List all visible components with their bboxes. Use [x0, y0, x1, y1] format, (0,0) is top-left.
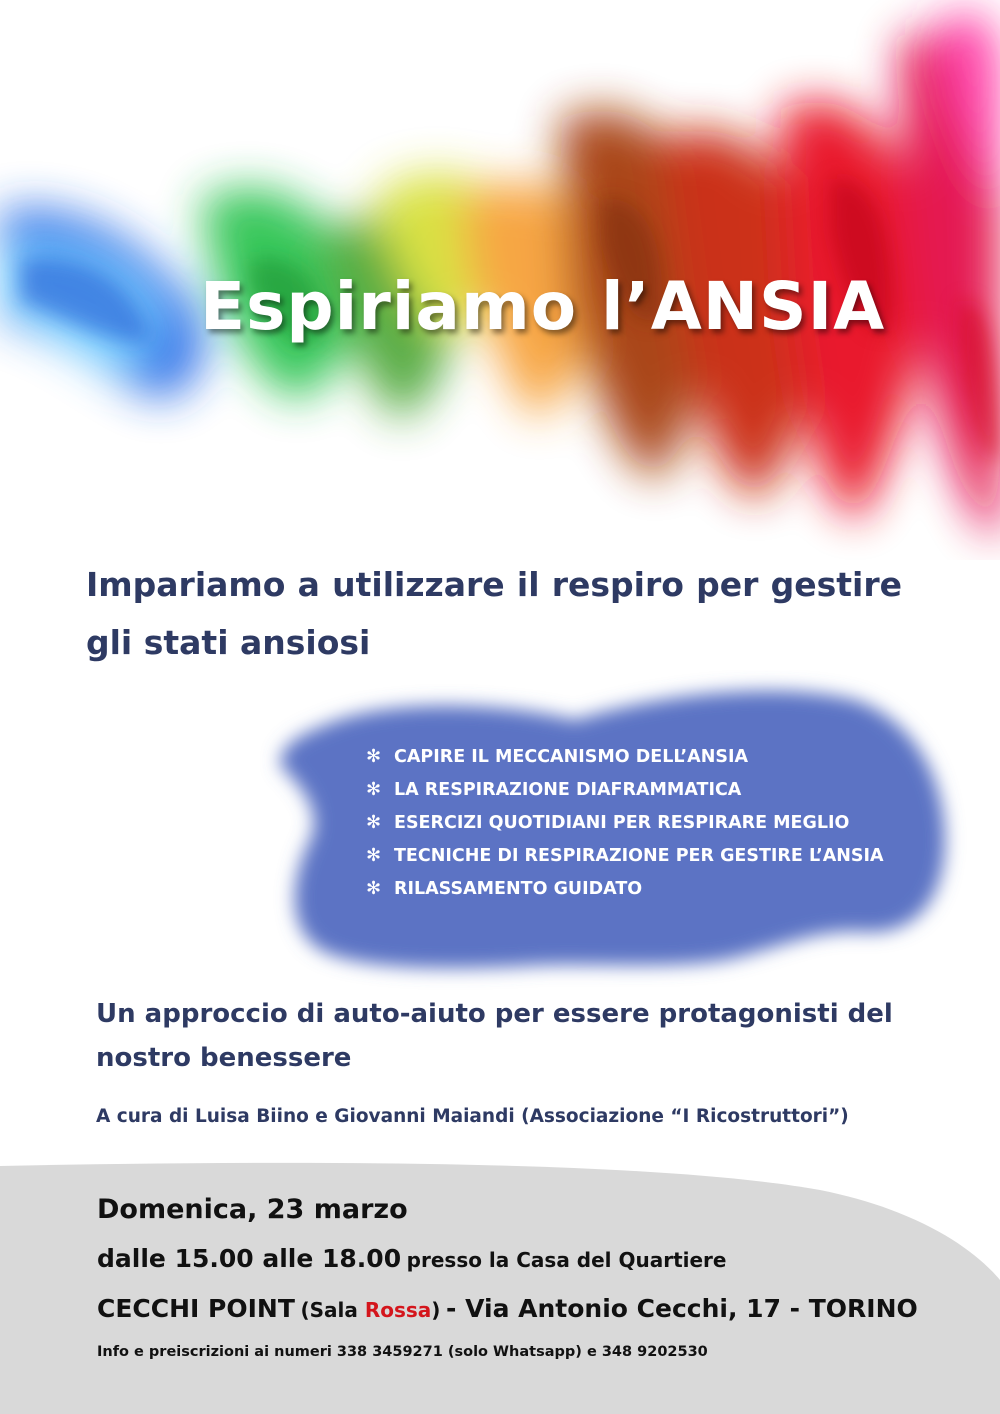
- topic-item: [366, 839, 884, 872]
- room-name: Rossa: [364, 1298, 432, 1322]
- asterisk-bullet-icon: ✻: [366, 746, 382, 767]
- topic-item: [366, 773, 884, 806]
- topic-label: TECNICHE DI RESPIRAZIONE PER GESTIRE L’ANSIA: [394, 846, 884, 866]
- topic-item: [366, 806, 884, 839]
- contact-info: Info e preiscrizioni ai numeri 338 3459271 (solo Whatsapp) e 348 9202530: [97, 1344, 708, 1360]
- poster-subtitle: Impariamo a utilizzare il respiro per gestire gli stati ansiosi: [86, 565, 902, 662]
- topic-item: [366, 740, 884, 773]
- venue-name: CECCHI POINT: [97, 1294, 295, 1323]
- event-date: Domenica, 23 marzo: [97, 1194, 408, 1225]
- footer-panel: [0, 1150, 1000, 1414]
- asterisk-bullet-icon: ✻: [366, 878, 382, 899]
- topic-label: ESERCIZI QUOTIDIANI PER RESPIRARE MEGLIO: [394, 813, 850, 833]
- event-time: dalle 15.00 alle 18.00: [97, 1244, 402, 1273]
- event-time-line: [97, 1244, 727, 1273]
- asterisk-bullet-icon: ✻: [366, 812, 382, 833]
- topics-list: [366, 740, 884, 905]
- topic-item: [366, 872, 884, 905]
- event-venue-line: [97, 1294, 918, 1323]
- topic-label: LA RESPIRAZIONE DIAFRAMMATICA: [394, 780, 742, 800]
- poster-credits: A cura di Luisa Biino e Giovanni Maiandi (Associazione “I Ricostruttori”): [96, 1106, 849, 1127]
- poster-tagline: Un approccio di auto-aiuto per essere protagonisti del nostro benessere: [96, 999, 893, 1073]
- poster-title: Espiriamo l’ANSIA: [200, 268, 886, 345]
- asterisk-bullet-icon: ✻: [366, 779, 382, 800]
- topic-label: RILASSAMENTO GUIDATO: [394, 879, 643, 899]
- topic-label: CAPIRE IL MECCANISMO DELL’ANSIA: [394, 747, 748, 767]
- venue-address: - Via Antonio Cecchi, 17 - TORINO: [446, 1294, 918, 1323]
- room-prefix: (Sala: [300, 1298, 365, 1322]
- room-suffix: ): [431, 1298, 441, 1322]
- event-location: presso la Casa del Quartiere: [406, 1248, 727, 1272]
- asterisk-bullet-icon: ✻: [366, 845, 382, 866]
